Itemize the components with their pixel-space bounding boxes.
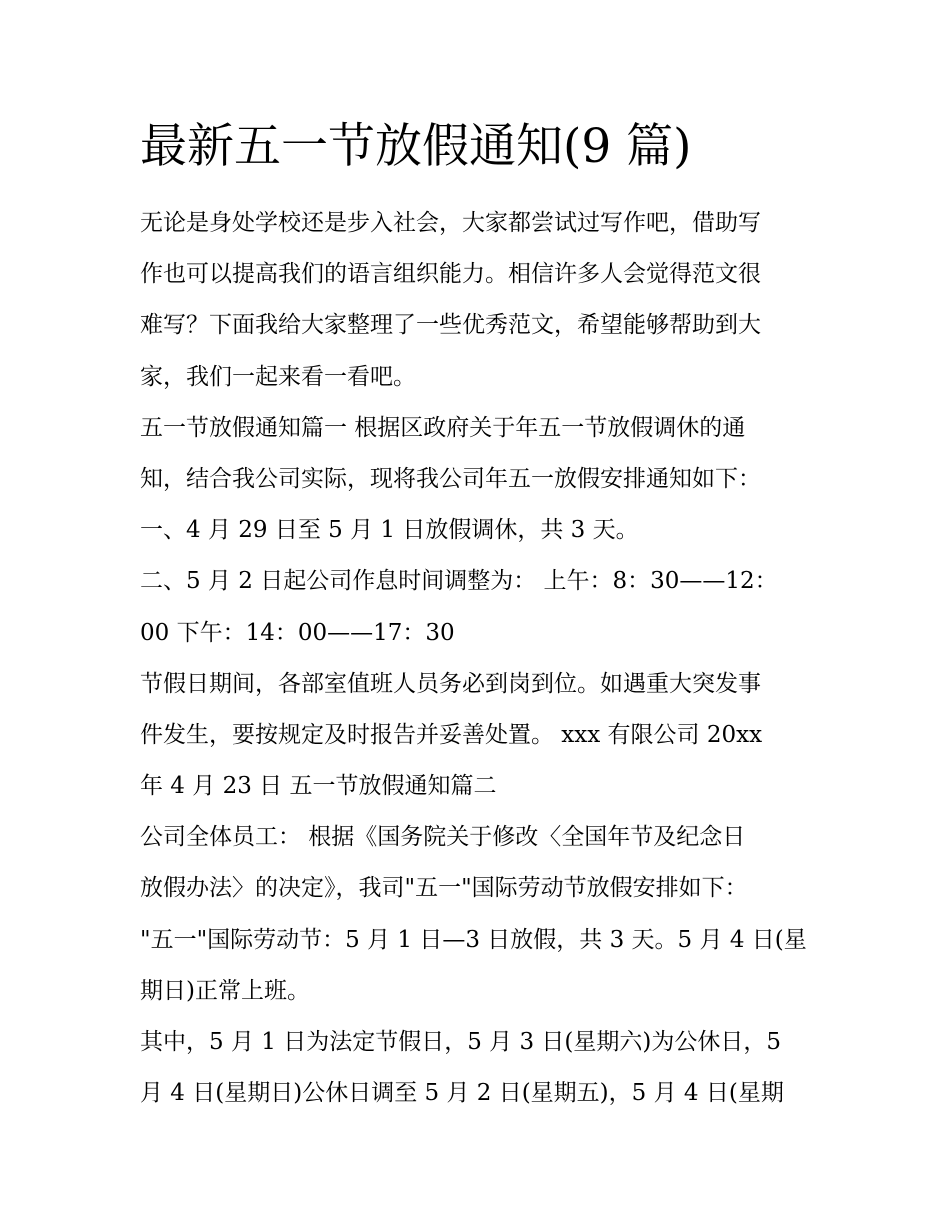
body-line: 件发生，要按规定及时报告并妥善处置。 xxx 有限公司 20xx — [140, 721, 763, 748]
body-line: 期日)正常上班。 — [140, 977, 310, 1004]
body-line: 节假日期间，各部室值班人员务必到岗到位。如遇重大突发事 — [140, 670, 761, 697]
body-line: 月 4 日(星期日)公休日调至 5 月 2 日(星期五)，5 月 4 日(星期 — [140, 1080, 784, 1107]
body-line: 作也可以提高我们的语言组织能力。相信许多人会觉得范文很 — [140, 261, 761, 288]
body-line: 五一节放假通知篇一 根据区政府关于年五一节放假调休的通 — [140, 414, 746, 441]
document-title: 最新五一节放假通知(9 篇) — [140, 119, 692, 174]
body-line: "五一"国际劳动节：5 月 1 日—3 日放假，共 3 天。5 月 4 日(星 — [140, 926, 807, 953]
body-line: 无论是身处学校还是步入社会，大家都尝试过写作吧，借助写 — [140, 210, 761, 236]
body-line: 公司全体员工： 根据《国务院关于修改〈全国年节及纪念日 — [140, 824, 746, 851]
body-line: 家，我们一起来看一看吧。 — [140, 363, 416, 390]
body-line: 一、4 月 29 日至 5 月 1 日放假调休，共 3 天。 — [140, 517, 639, 544]
body-line: 知，结合我公司实际，现将我公司年五一放假安排通知如下： — [140, 465, 761, 492]
body-line: 年 4 月 23 日 五一节放假通知篇二 — [140, 773, 497, 800]
body-line: 其中，5 月 1 日为法定节假日，5 月 3 日(星期六)为公休日，5 — [140, 1029, 781, 1055]
body-line: 二、5 月 2 日起公司作息时间调整为： 上午：8：30——12： — [140, 568, 778, 595]
body-line: 放假办法〉的决定》，我司"五一"国际劳动节放假安排如下： — [140, 875, 748, 902]
document-body — [140, 198, 820, 1119]
body-line: 00 下午：14：00——17：30 — [140, 619, 455, 646]
body-line: 难写？下面我给大家整理了一些优秀范文，希望能够帮助到大 — [140, 312, 761, 339]
